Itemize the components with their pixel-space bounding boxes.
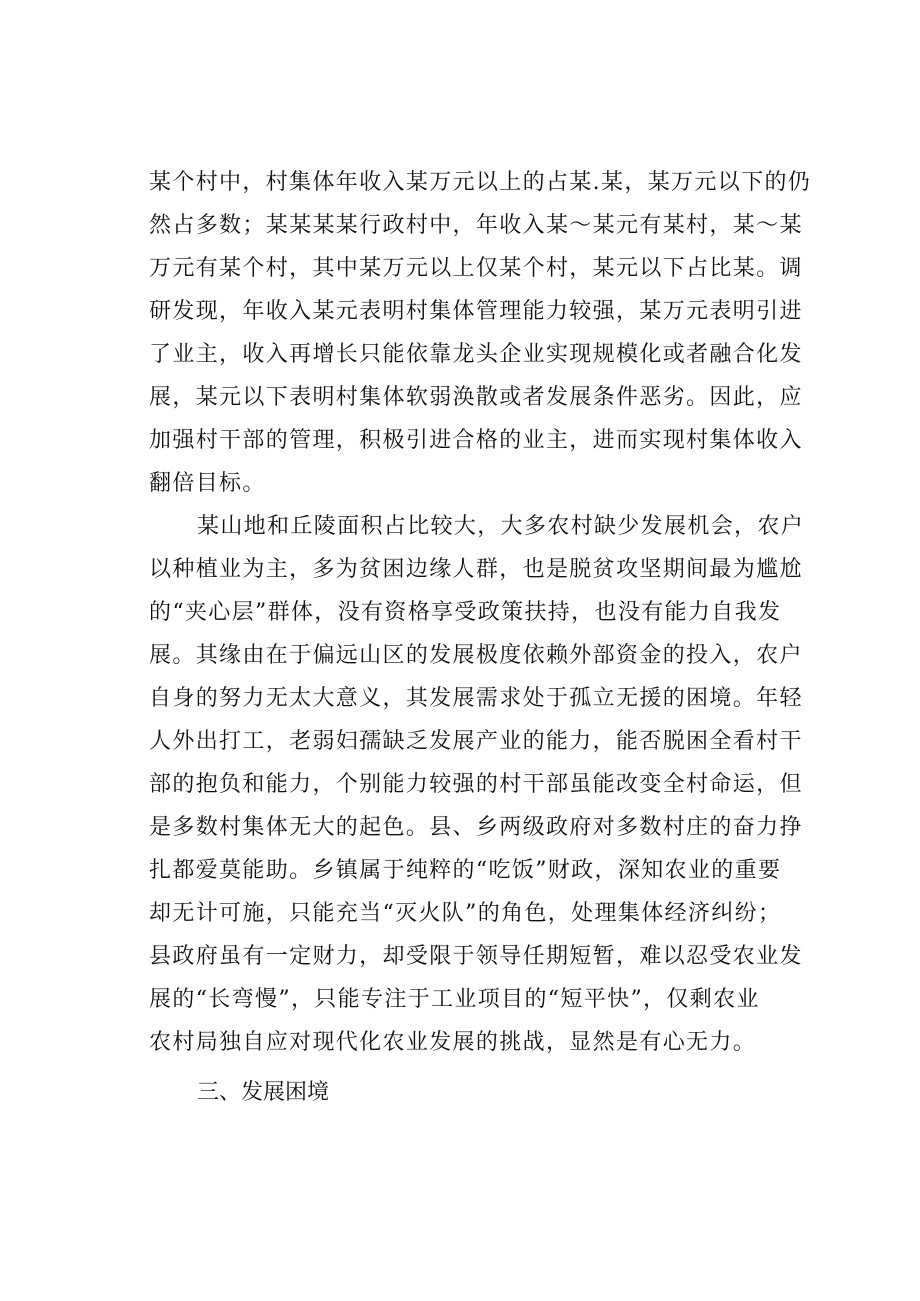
- text-line: 县政府虽有一定财力，却受限于领导任期短暂，难以忍受农业发: [149, 944, 803, 969]
- text-line: 某个村中，村集体年收入某万元以上的占某.某，某万元以下的仍: [149, 170, 812, 195]
- text-line: 某山地和丘陵面积占比较大，大多农村缺少发展机会，农户: [197, 514, 805, 539]
- text-line: 自身的努力无太大意义，其发展需求处于孤立无援的困境。年轻: [149, 686, 803, 711]
- text-line: 是多数村集体无大的起色。县、乡两级政府对多数村庄的奋力挣: [149, 815, 803, 840]
- text-line: 展，某元以下表明村集体软弱涣散或者发展条件恶劣。因此，应: [149, 385, 803, 410]
- text-line: 研发现，年收入某元表明村集体管理能力较强，某万元表明引进: [149, 299, 803, 324]
- text-line: 加强村干部的管理，积极引进合格的业主，进而实现村集体收入: [149, 428, 803, 453]
- text-line: 农村局独自应对现代化农业发展的挑战，显然是有心无力。: [149, 1030, 757, 1055]
- text-line: 翻倍目标。: [149, 471, 266, 496]
- text-line: 展的“长弯慢”，只能专注于工业项目的“短平快”，仅剩农业: [149, 987, 760, 1012]
- section-heading: 三、发展困境: [197, 1080, 330, 1105]
- text-line: 部的抱负和能力，个别能力较强的村干部虽能改变全村命运，但: [149, 772, 803, 797]
- text-line: 展。其缘由在于偏远山区的发展极度依赖外部资金的投入，农户: [149, 643, 803, 668]
- text-line: 人外出打工，老弱妇孺缺乏发展产业的能力，能否脱困全看村干: [149, 729, 803, 754]
- text-line: 扎都爱莫能助。乡镇属于纯粹的“吃饭”财政，深知农业的重要: [149, 858, 782, 883]
- text-line: 然占多数；某某某某行政村中，年收入某～某元有某村，某～某: [149, 213, 803, 238]
- text-line: 却无计可施，只能充当“灭火队”的角色，处理集体经济纠纷；: [149, 901, 782, 926]
- text-line: 万元有某个村，其中某万元以上仅某个村，某元以下占比某。调: [149, 256, 803, 281]
- text-line: 的“夹心层”群体，没有资格享受政策扶持，也没有能力自我发: [149, 600, 782, 625]
- text-line: 了业主，收入再增长只能依靠龙头企业实现规模化或者融合化发: [149, 342, 803, 367]
- text-line: 以种植业为主，多为贫困边缘人群，也是脱贫攻坚期间最为尴尬: [149, 557, 803, 582]
